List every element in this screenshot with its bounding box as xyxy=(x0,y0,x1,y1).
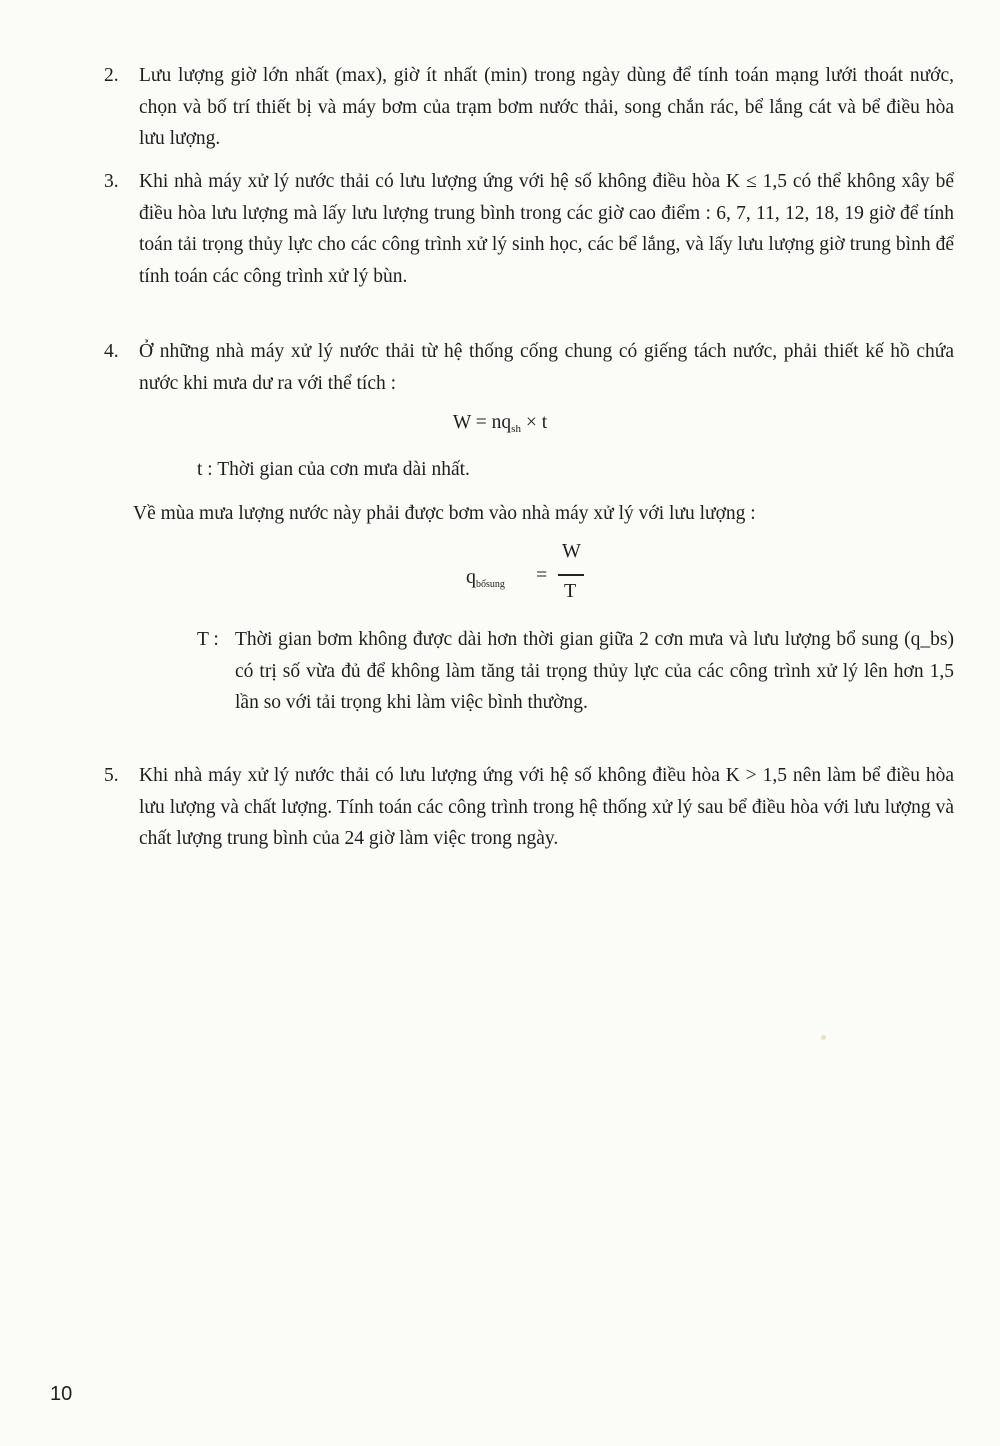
list-item-2 xyxy=(104,60,954,155)
fraction-denominator: T xyxy=(564,580,577,602)
T-label: T : xyxy=(197,629,219,650)
item-text: Lưu lượng giờ lớn nhất (max), giờ ít nhất (min) trong ngày dùng để tính toán mạng lưới thoát nước, chọn và bố trí thiết bị và máy bơm của trạm bơm nước thải, song chắn rác, bể lắng cát và bể điều hòa lưu lượng. xyxy=(139,65,954,149)
supplement-flow-equation xyxy=(466,540,596,610)
q-subscript: bổsung xyxy=(476,579,505,590)
item-number: 5. xyxy=(104,765,119,786)
item-number: 3. xyxy=(104,171,119,192)
list-item-3 xyxy=(104,166,954,292)
T-definition-text: Thời gian bơm không được dài hơn thời gian giữa 2 cơn mưa và lưu lượng bổ sung (q_bs) có trị số vừa đủ để không làm tăng tải trọng thủy lực của các công trình xử lý lên hơn 1,5 lần so với tải trọng khi làm việc bình thường. xyxy=(235,629,954,713)
equation-subscript: sh xyxy=(511,423,521,435)
item-text: Khi nhà máy xử lý nước thải có lưu lượng ứng với hệ số không điều hòa K > 1,5 nên làm bể điều hòa lưu lượng và chất lượng. Tính toán các công trình trong hệ thống xử lý sau bể điều hòa với lưu lượng và chất lượng trung bình của 24 giờ làm việc trong ngày. xyxy=(139,765,954,849)
t-definition: t : Thời gian của cơn mưa dài nhất. xyxy=(197,459,470,480)
paper-speck xyxy=(821,1035,826,1040)
volume-equation xyxy=(0,412,1000,435)
equation-rhs: × t xyxy=(520,412,548,433)
item-text: Ở những nhà máy xử lý nước thải từ hệ thống cống chung có giếng tách nước, phải thiết kế hồ chứa nước khi mưa dư ra với thể tích : xyxy=(139,341,954,394)
item-number: 4. xyxy=(104,341,119,362)
rain-season-text: Về mùa mưa lượng nước này phải được bơm vào nhà máy xử lý với lưu lượng : xyxy=(133,503,756,524)
item-text: Khi nhà máy xử lý nước thải có lưu lượng ứng với hệ số không điều hòa K ≤ 1,5 có thể không xây bể điều hòa lưu lượng mà lấy lưu lượng trung bình trong các giờ cao điểm : 6, 7, 11, 12, 18, 19 giờ để tính toán tải trọng thủy lực cho các công trình xử lý sinh học, các bể lắng, và lấy lưu lượng giờ trung bình để tính toán các công trình xử lý bùn. xyxy=(139,171,954,287)
list-item-5 xyxy=(104,760,954,855)
fraction-bar xyxy=(558,574,584,576)
T-definition xyxy=(197,624,954,719)
fraction-numerator: W xyxy=(562,540,581,562)
equals-sign: = xyxy=(536,564,548,586)
equation-lhs: W = nq xyxy=(452,412,512,433)
page-number: 10 xyxy=(50,1383,73,1405)
list-item-4 xyxy=(104,336,954,399)
item-number: 2. xyxy=(104,65,119,86)
q-symbol: $q_{bổsung}$ xyxy=(466,566,505,590)
